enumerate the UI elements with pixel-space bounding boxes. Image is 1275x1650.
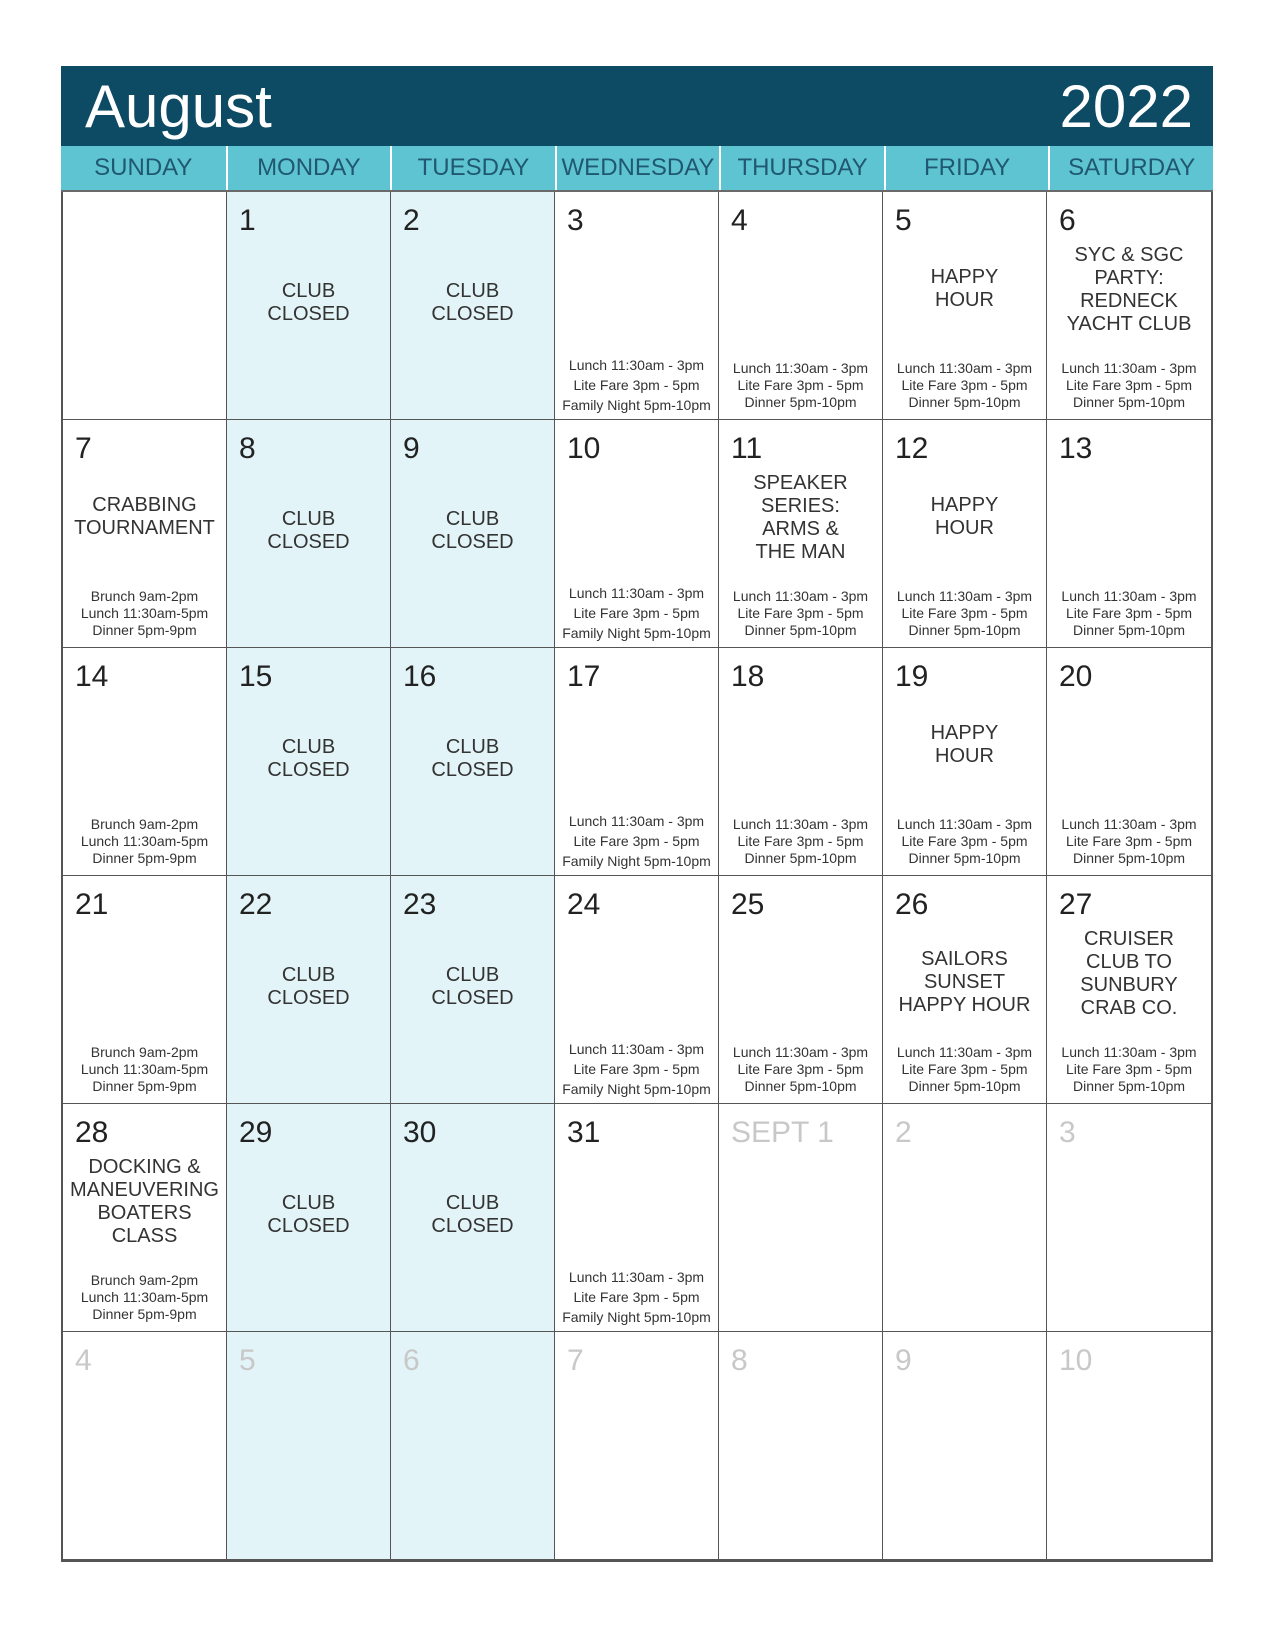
day-number: 7	[75, 432, 92, 465]
dining-hours: Brunch 9am-2pm Lunch 11:30am-5pm Dinner 5pm-9pm	[80, 816, 209, 866]
day-number: 8	[731, 1344, 748, 1377]
dining-hours: Lunch 11:30am - 3pm Lite Fare 3pm - 5pm Dinner 5pm-10pm	[896, 1044, 1033, 1094]
day-number: 15	[239, 660, 273, 693]
day-cell	[63, 876, 227, 1104]
day-number: 2	[895, 1116, 912, 1149]
club-closed-label: CLUB CLOSED	[431, 508, 514, 553]
day-cell	[63, 420, 227, 648]
day-cell	[719, 1332, 883, 1560]
dining-hours: Lunch 11:30am - 3pm Lite Fare 3pm - 5pm Dinner 5pm-10pm	[732, 360, 869, 410]
day-cell	[391, 1104, 555, 1332]
club-closed-label: CLUB CLOSED	[431, 964, 514, 1009]
day-cell	[1047, 1332, 1211, 1560]
event-label: HAPPY HOUR	[930, 494, 999, 539]
day-number: 3	[1059, 1116, 1076, 1149]
day-number: 8	[239, 432, 256, 465]
dining-hours: Lunch 11:30am - 3pm Lite Fare 3pm - 5pm Family Night 5pm-10pm	[562, 813, 711, 869]
day-cell	[391, 192, 555, 420]
dining-hours: Lunch 11:30am - 3pm Lite Fare 3pm - 5pm Dinner 5pm-10pm	[896, 588, 1033, 638]
dining-hours: Lunch 11:30am - 3pm Lite Fare 3pm - 5pm Dinner 5pm-10pm	[1061, 1044, 1197, 1094]
day-cell	[1047, 420, 1211, 648]
dining-hours: Lunch 11:30am - 3pm Lite Fare 3pm - 5pm Dinner 5pm-10pm	[732, 1044, 869, 1094]
day-number: 10	[567, 432, 601, 465]
dining-hours: Lunch 11:30am - 3pm Lite Fare 3pm - 5pm Dinner 5pm-10pm	[732, 588, 869, 638]
day-number: 6	[1059, 204, 1076, 237]
day-cell	[227, 648, 391, 876]
dining-hours: Lunch 11:30am - 3pm Lite Fare 3pm - 5pm Family Night 5pm-10pm	[562, 357, 711, 413]
dining-hours: Brunch 9am-2pm Lunch 11:30am-5pm Dinner 5pm-9pm	[80, 1272, 209, 1322]
day-number: SEPT 1	[731, 1116, 834, 1149]
day-number: 22	[239, 888, 273, 921]
year-title: 2022	[1059, 72, 1193, 140]
day-cell	[391, 648, 555, 876]
day-cell	[719, 192, 883, 420]
day-number: 6	[403, 1344, 420, 1377]
day-number: 2	[403, 204, 420, 237]
day-cell	[555, 192, 719, 420]
weekday-monday: MONDAY	[226, 146, 391, 190]
event-label: SYC & SGC PARTY: REDNECK YACHT CLUB	[1066, 244, 1192, 335]
weekday-thursday: THURSDAY	[719, 146, 884, 190]
day-number: 5	[895, 204, 912, 237]
event-label: HAPPY HOUR	[930, 266, 999, 311]
day-cell	[555, 648, 719, 876]
day-cell	[391, 420, 555, 648]
day-cell	[719, 876, 883, 1104]
day-number: 14	[75, 660, 109, 693]
day-cell	[883, 1332, 1047, 1560]
day-cell	[1047, 192, 1211, 420]
day-number: 7	[567, 1344, 584, 1377]
day-number: 20	[1059, 660, 1093, 693]
day-cell	[63, 1104, 227, 1332]
day-cell	[63, 192, 227, 420]
dining-hours: Lunch 11:30am - 3pm Lite Fare 3pm - 5pm Dinner 5pm-10pm	[732, 816, 869, 866]
day-number: 5	[239, 1344, 256, 1377]
club-closed-label: CLUB CLOSED	[431, 280, 514, 325]
dining-hours: Lunch 11:30am - 3pm Lite Fare 3pm - 5pm Dinner 5pm-10pm	[1061, 360, 1197, 410]
calendar	[61, 66, 1213, 1562]
day-cell	[883, 648, 1047, 876]
event-label: SAILORS SUNSET HAPPY HOUR	[898, 948, 1031, 1016]
day-cell	[1047, 876, 1211, 1104]
day-cell	[227, 192, 391, 420]
day-number: 3	[567, 204, 584, 237]
club-closed-label: CLUB CLOSED	[267, 508, 350, 553]
day-cell	[391, 1332, 555, 1560]
day-number: 30	[403, 1116, 437, 1149]
day-cell	[883, 1104, 1047, 1332]
day-cell	[719, 420, 883, 648]
event-label: CRABBING TOURNAMENT	[74, 494, 215, 539]
day-number: 28	[75, 1116, 109, 1149]
day-cell	[227, 876, 391, 1104]
day-cell	[555, 876, 719, 1104]
club-closed-label: CLUB CLOSED	[431, 736, 514, 781]
dining-hours: Lunch 11:30am - 3pm Lite Fare 3pm - 5pm Dinner 5pm-10pm	[896, 816, 1033, 866]
day-number: 17	[567, 660, 601, 693]
club-closed-label: CLUB CLOSED	[267, 964, 350, 1009]
day-number: 11	[731, 432, 763, 465]
weekday-saturday: SATURDAY	[1048, 146, 1213, 190]
month-title: August	[85, 72, 272, 140]
day-number: 1	[239, 204, 256, 237]
day-cell	[391, 876, 555, 1104]
dining-hours: Lunch 11:30am - 3pm Lite Fare 3pm - 5pm Family Night 5pm-10pm	[562, 1269, 711, 1325]
dining-hours: Lunch 11:30am - 3pm Lite Fare 3pm - 5pm Family Night 5pm-10pm	[562, 585, 711, 641]
day-cell	[883, 876, 1047, 1104]
dining-hours: Brunch 9am-2pm Lunch 11:30am-5pm Dinner 5pm-9pm	[80, 588, 209, 638]
event-label: DOCKING & MANEUVERING BOATERS CLASS	[70, 1156, 219, 1247]
club-closed-label: CLUB CLOSED	[267, 280, 350, 325]
day-cell	[719, 1104, 883, 1332]
day-number: 24	[567, 888, 601, 921]
day-cell	[719, 648, 883, 876]
day-cell	[227, 1104, 391, 1332]
dining-hours: Lunch 11:30am - 3pm Lite Fare 3pm - 5pm Dinner 5pm-10pm	[1061, 588, 1197, 638]
dining-hours: Lunch 11:30am - 3pm Lite Fare 3pm - 5pm Dinner 5pm-10pm	[896, 360, 1033, 410]
day-cell	[883, 192, 1047, 420]
day-cell	[63, 648, 227, 876]
dining-hours: Lunch 11:30am - 3pm Lite Fare 3pm - 5pm Dinner 5pm-10pm	[1061, 816, 1197, 866]
day-number: 25	[731, 888, 765, 921]
day-number: 18	[731, 660, 765, 693]
day-number: 27	[1059, 888, 1093, 921]
day-cell	[63, 1332, 227, 1560]
day-cell	[555, 420, 719, 648]
event-label: HAPPY HOUR	[930, 722, 999, 767]
weekday-header-row	[61, 146, 1213, 192]
day-number: 29	[239, 1116, 273, 1149]
club-closed-label: CLUB CLOSED	[267, 1192, 350, 1237]
day-number: 21	[75, 888, 109, 921]
day-cell	[227, 1332, 391, 1560]
day-number: 9	[403, 432, 420, 465]
weekday-tuesday: TUESDAY	[390, 146, 555, 190]
day-cell	[1047, 648, 1211, 876]
day-number: 26	[895, 888, 929, 921]
dining-hours: Lunch 11:30am - 3pm Lite Fare 3pm - 5pm Family Night 5pm-10pm	[562, 1041, 711, 1097]
day-number: 23	[403, 888, 437, 921]
day-number: 13	[1059, 432, 1093, 465]
club-closed-label: CLUB CLOSED	[267, 736, 350, 781]
weekday-friday: FRIDAY	[884, 146, 1049, 190]
dining-hours: Brunch 9am-2pm Lunch 11:30am-5pm Dinner 5pm-9pm	[80, 1044, 209, 1094]
day-number: 31	[567, 1116, 601, 1149]
day-number: 4	[75, 1344, 92, 1377]
weekday-sunday: SUNDAY	[94, 154, 193, 181]
day-number: 10	[1059, 1344, 1093, 1377]
day-cell	[227, 420, 391, 648]
calendar-header	[61, 66, 1213, 146]
day-number: 16	[403, 660, 437, 693]
weekday-wednesday: WEDNESDAY	[555, 146, 720, 190]
day-cell	[1047, 1104, 1211, 1332]
day-number: 9	[895, 1344, 912, 1377]
calendar-grid	[61, 192, 1213, 1562]
day-cell	[555, 1104, 719, 1332]
day-cell	[555, 1332, 719, 1560]
day-number: 12	[895, 432, 929, 465]
club-closed-label: CLUB CLOSED	[431, 1192, 514, 1237]
event-label: SPEAKER SERIES: ARMS & THE MAN	[753, 472, 848, 563]
day-cell	[883, 420, 1047, 648]
day-number: 4	[731, 204, 748, 237]
event-label: CRUISER CLUB TO SUNBURY CRAB CO.	[1080, 928, 1178, 1019]
day-number: 19	[895, 660, 929, 693]
